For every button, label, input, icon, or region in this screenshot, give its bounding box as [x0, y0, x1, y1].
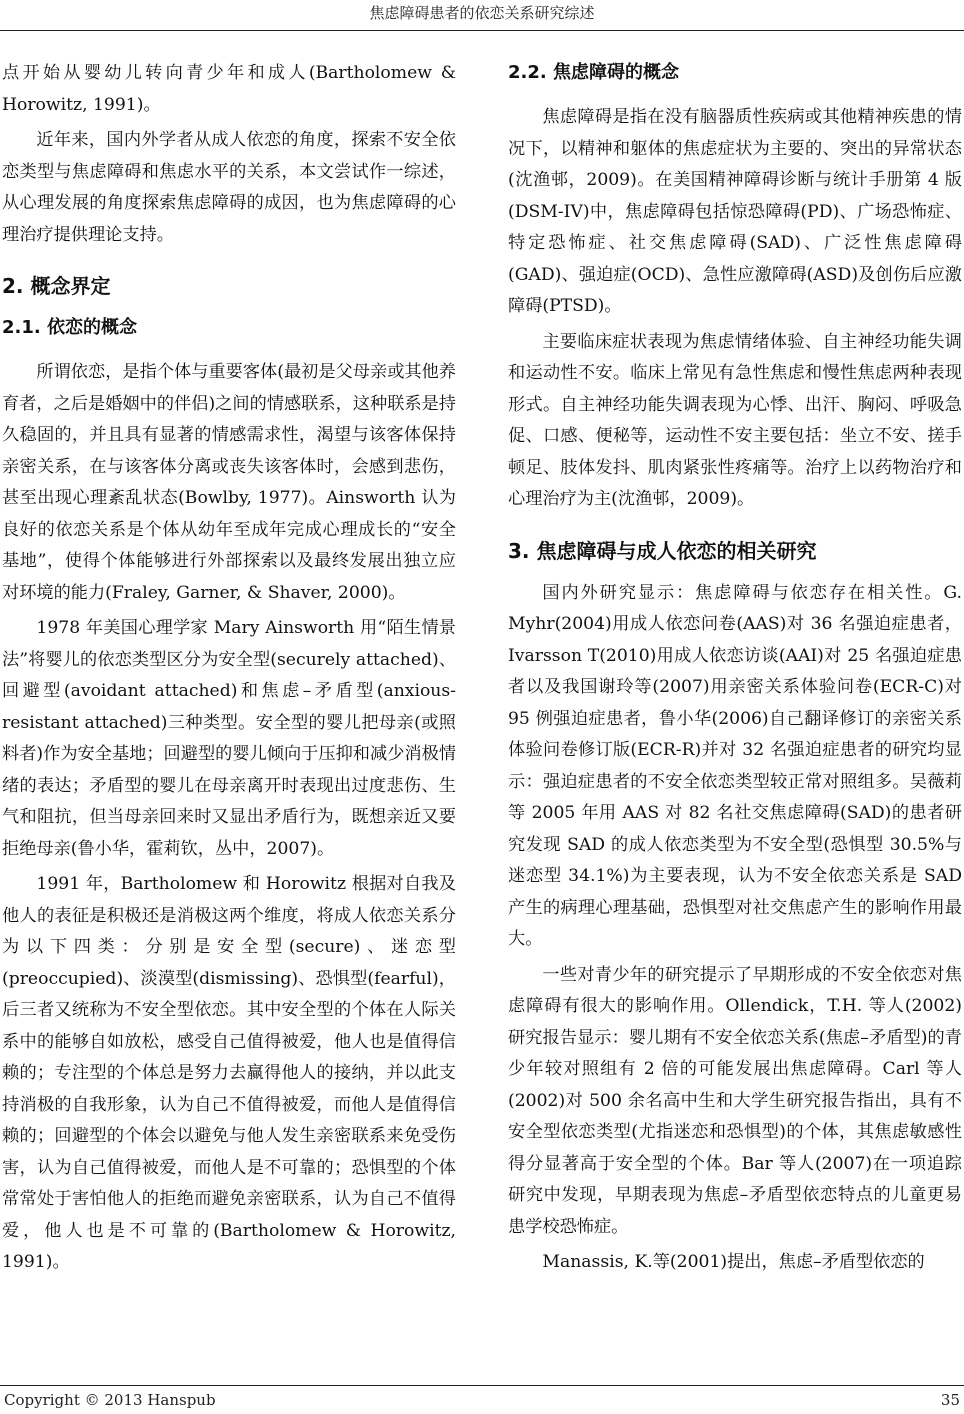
journal-running-title: 焦虑障碍患者的依恋关系研究综述: [369, 4, 595, 22]
running-header: [0, 0, 964, 31]
paragraph: 1978 年美国心理学家 Mary Ainsworth 用“陌生情景法”将婴儿的依恋类型区分为安全型(securely attached)、回避型(avoidant attached)和焦虑–矛盾型(anxious-resistant attached)三种类型。安全型的婴儿把母亲(或照料者)作为安全基地；回避型的婴儿倾向于压抑和减少消极情绪的表达；矛盾型的婴儿在母亲离开时表现出过度悲伤、生气和阻抗，但当母亲回来时又显出矛盾行为，既想亲近又要拒绝母亲(鲁小华，霍莉钦，丛中，2007)。: [2, 618, 456, 859]
paragraph: 1991 年，Bartholomew 和 Horowitz 根据对自我及他人的表征是积极还是消极这两个维度，将成人依恋关系分为以下四类：分别是安全型(secure)、迷恋型(preoccupied)、淡漠型(dismissing)、恐惧型(fearful)，后三者又统称为不安全型依恋。其中安全型的个体在人际关系中的能够自如放松，感受自己值得被爱，他人也是值得信赖的；专注型的个体总是努力去赢得他人的接纳，并以此支持消极的自我形象，认为自己不值得被爱，而他人是值得信赖的；回避型的个体会以避免与他人发生亲密联系来免受伤害，认为自己值得被爱，而他人是不可靠的；恐惧型的个体常常处于害怕他人的拒绝而避免亲密联系，认为自己不值得爱，他人也是不可靠的(Bartholomew & Horowitz, 1991)。: [2, 874, 456, 1272]
paragraph: 国内外研究显示：焦虑障碍与依恋存在相关性。G. Myhr(2004)用成人依恋问卷(AAS)对 36 名强迫症患者，Ivarsson T(2010)用成人依恋访谈(AAI)对 25 名强迫症患者以及我国谢玲等(2007)用亲密关系体验问卷(ECR-C)对 95 例强迫症患者，鲁小华(2006)自己翻译修订的亲密关系体验问卷修订版(ECR-R)并对 32 名强迫症患者的研究均显示：强迫症患者的不安全依恋类型较正常对照组多。吴薇莉等 2005 年用 AAS 对 82 名社交焦虑障碍(SAD)的患者研究发现 SAD 的成人依恋类型为不安全型(恐惧型 30.5%与迷恋型 34.1%)为主要表现，认为不安全依恋关系是 SAD 产生的病理心理基础，恐惧型对社交焦虑产生的影响作用最大。: [508, 582, 962, 949]
paragraph: 近年来，国内外学者从成人依恋的角度，探索不安全依恋类型与焦虑障碍和焦虑水平的关系，本文尝试作一综述，从心理发展的角度探索焦虑障碍的成因，也为焦虑障碍的心理治疗提供理论支持。: [2, 130, 456, 245]
copyright-notice: Copyright © 2013 Hanspub: [4, 1391, 216, 1409]
paragraph: Manassis, K.等(2001)提出，焦虑–矛盾型依恋的: [542, 1252, 925, 1272]
paragraph: 所谓依恋，是指个体与重要客体(最初是父母亲或其他养育者，之后是婚姻中的伴侣)之间的情感联系，这种联系是持久稳固的，并且具有显著的情感需求性，渴望与该客体保持亲密关系，在与该客体分离或丧失该客体时，会感到悲伤，甚至出现心理紊乱状态(Bowlby, 1977)。Ainsworth 认为良好的依恋关系是个体从幼年至成年完成心理成长的“安全基地”，使得个体能够进行外部探索以及最终发展出独立应对环境的能力(Fraley, Garner, & Shaver, 2000)。: [2, 362, 456, 603]
section-heading-concepts: 2. 概念界定: [2, 274, 111, 298]
page-footer: [0, 1385, 964, 1414]
paragraph: 点开始从婴幼儿转向青少年和成人(Bartholomew & Horowitz, 1991)。: [2, 63, 456, 115]
paragraph: 焦虑障碍是指在没有脑器质性疾病或其他精神疾患的情况下，以精神和躯体的焦虑症状为主要的、突出的异常状态(沈渔邨，2009)。在美国精神障碍诊断与统计手册第 4 版(DSM-IV)中，焦虑障碍包括惊恐障碍(PD)、广场恐怖症、特定恐怖症、社交焦虑障碍(SAD)、广泛性焦虑障碍(GAD)、强迫症(OCD)、急性应激障碍(ASD)及创伤后应激障碍(PTSD)。: [508, 107, 962, 316]
section-heading-research: 3. 焦虑障碍与成人依恋的相关研究: [508, 538, 817, 563]
paragraph: 主要临床症状表现为焦虑情绪体验、自主神经功能失调和运动性不安。临床上常见有急性焦虑和慢性焦虑两种表现形式。自主神经功能失调表现为心悸、出汗、胸闷、呼吸急促、口感、便秘等，运动性不安主要包括：坐立不安、搓手顿足、肢体发抖、肌肉紧张性疼痛等。治疗上以药物治疗和心理治疗为主(沈渔邨，2009)。: [508, 331, 962, 509]
left-column: [2, 58, 456, 1283]
page-number: 35: [940, 1391, 960, 1409]
subsection-heading-attachment: 2.1. 依恋的概念: [2, 317, 137, 338]
right-column: [508, 58, 962, 1283]
subsection-heading-anxiety: 2.2. 焦虑障碍的概念: [508, 62, 679, 83]
paragraph: 一些对青少年的研究提示了早期形成的不安全依恋对焦虑障碍有很大的影响作用。Ollendick，T.H. 等人(2002)研究报告显示：婴儿期有不安全依恋关系(焦虑–矛盾型)的青少年较对照组有 2 倍的可能发展出焦虑障碍。Carl 等人(2002)对 500 余名高中生和大学生研究报告指出，具有不安全型依恋类型(尤指迷恋和恐惧型)的个体，其焦虑敏感性得分显著高于安全型的个体。Bar 等人(2007)在一项追踪研究中发现，早期表现为焦虑–矛盾型依恋特点的儿童更易患学校恐怖症。: [508, 964, 962, 1237]
